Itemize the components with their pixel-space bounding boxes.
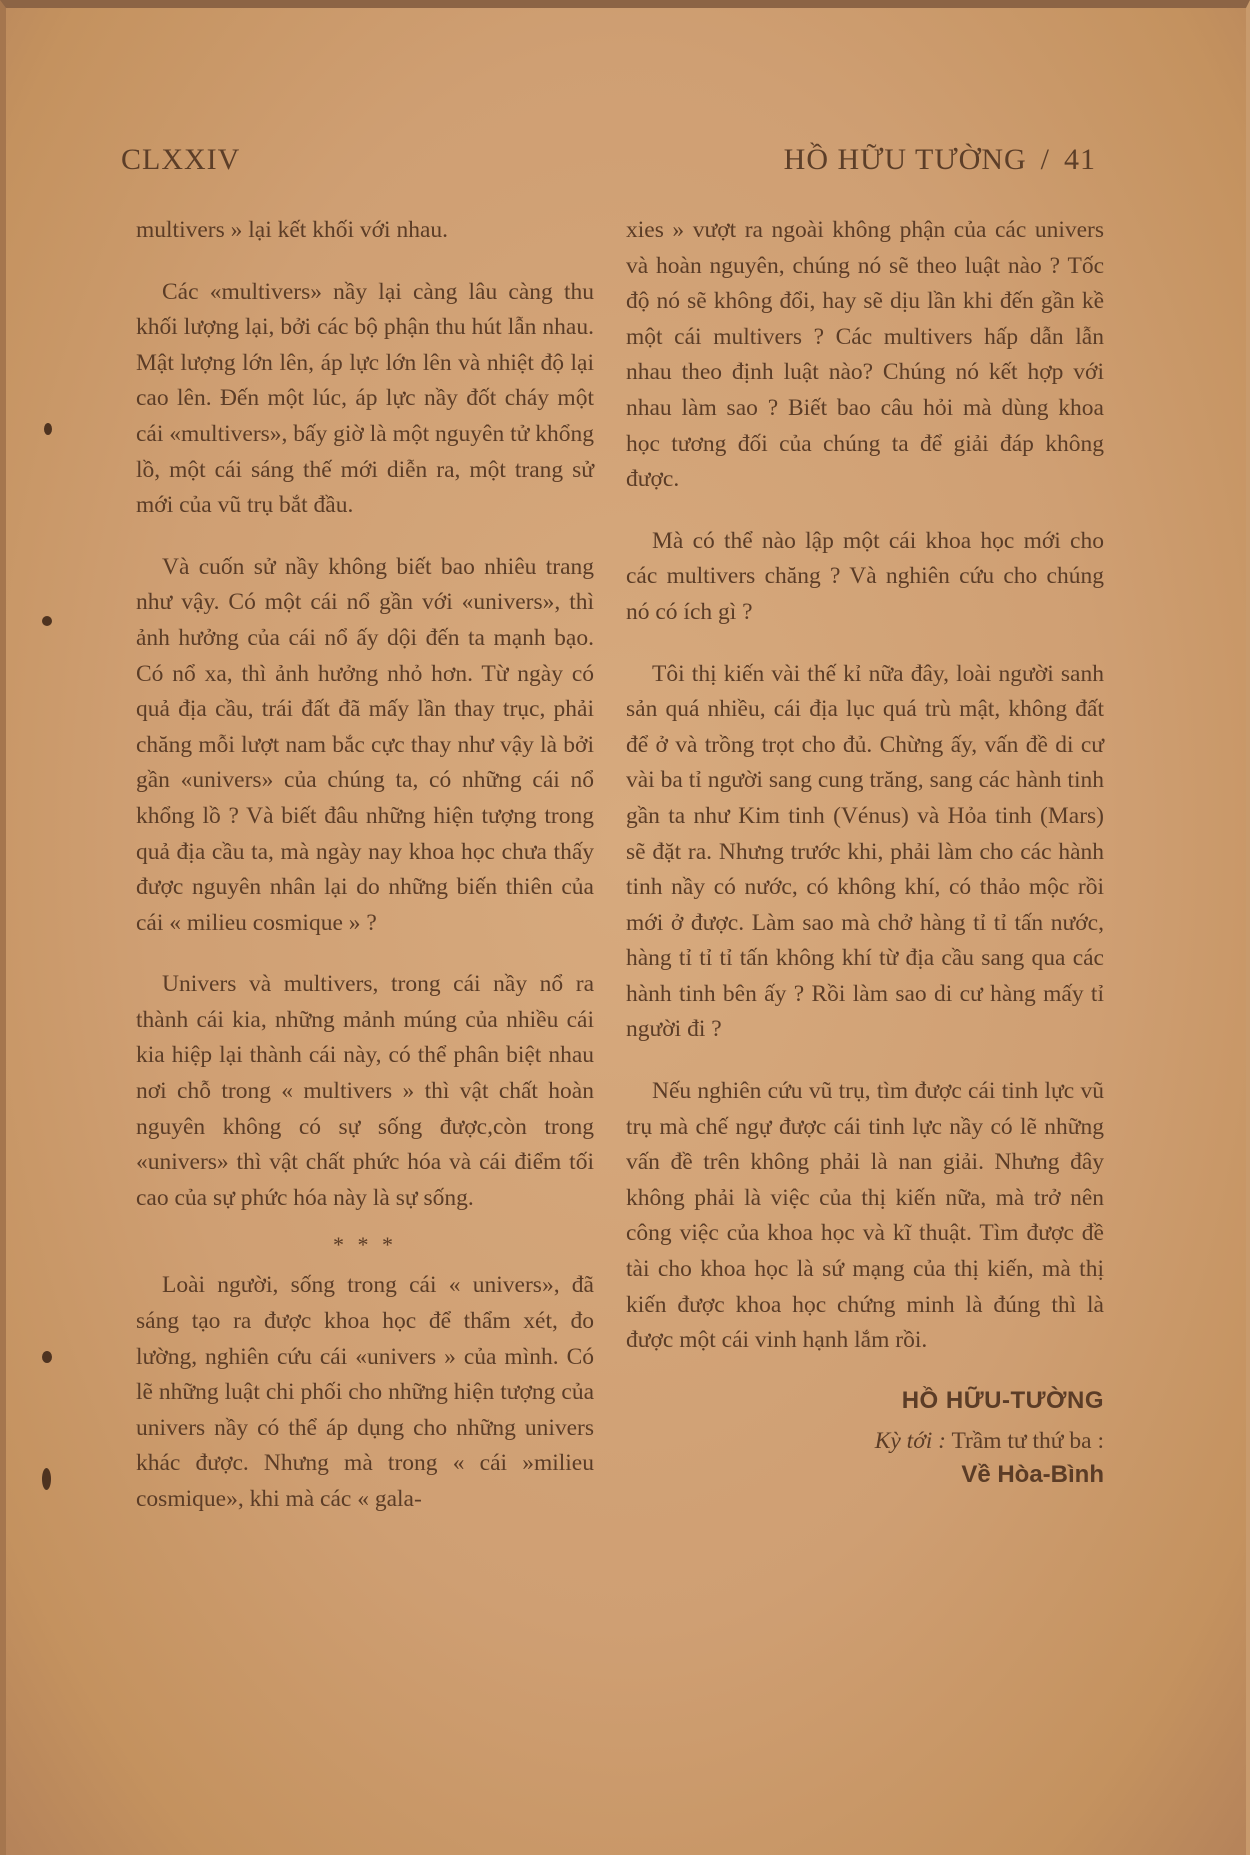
paragraph: Nếu nghiên cứu vũ trụ, tìm được cái tinh lực vũ trụ mà chế ngự được cái tinh lực nầy có lẽ những vấn đề trên không phải là nan giải. Nhưng đây không phải là việc của thị kiến nữa, mà trở nên công việc của khoa học và kĩ thuật. Tìm được đề tài cho khoa học là sứ mạng của thị kiến, mà thị kiến được khoa học chứng minh là đúng thì là được một cái vinh hạnh lắm rồi. [626,1078,1104,1354]
paragraph: Loài người, sống trong cái « univers», đã sáng tạo ra được khoa học để thẩm xét, đo lường, nghiên cứu cái «univers » của mình. Có lẽ những luật chi phối cho những hiện tượng của univers nầy có thể áp dụng cho những univers khác được. Nhưng mà trong « cái »milieu cosmique», khi mà các « gala- [136,1272,594,1512]
next-issue-label: Kỳ tới : [874,1428,946,1455]
paragraph: Và cuốn sử nầy không biết bao nhiêu trang như vậy. Có một cái nổ gần với «univers», thì ảnh hưởng của cái nổ ấy dội đến ta mạnh bạo. Có nổ xa, thì ảnh hưởng nhỏ hơn. Từ ngày có quả địa cầu, trái đất đã mấy lần thay trục, phải chăng mỗi lượt nam bắc cực thay như vậy là bởi gần «univers» của chúng ta, có những cái nổ khổng lồ ? Và biết đâu những hiện tượng trong quả địa cầu ta, mà ngày nay khoa học chưa thấy được nguyên nhân lại do những biến thiên của cái « milieu cosmique » ? [136,553,594,936]
next-issue-note [626,1424,1104,1492]
section-separator: * * * [333,1232,397,1258]
author-signature: HỒ HỮU-TƯỜNG [901,1386,1104,1414]
page-header [121,143,1096,187]
paragraph: Các «multivers» nầy lại càng lâu càng thu khối lượng lại, bởi các bộ phận thu hút lẫn nhau. Mật lượng lớn lên, áp lực lớn lên và nhiệt độ lại cao lên. Đến một lúc, áp lực nầy đốt cháy một cái «multivers», bấy giờ là một nguyên tử khổng lồ, một cái sáng thế mới diễn ra, một trang sử mới của vũ trụ bắt đầu. [136,278,594,519]
paper-speck [44,423,52,435]
next-issue-title: Về Hòa-Bình [961,1461,1104,1489]
left-column [136,213,594,1544]
header-separator: / [1040,143,1050,176]
running-title: HỒ HỮU TƯỜNG [783,143,1027,176]
paragraph: xies » vượt ra ngoài không phận của các univers và hoàn nguyên, chúng nó sẽ theo luật nào ? Tốc độ nó sẽ không đổi, hay sẽ dịu lần khi đến gần kề một cái multivers ? Các multivers hấp dẫn lẫn nhau theo định luật nào? Chúng nó kết hợp với nhau làm sao ? Biết bao câu hỏi mà dùng khoa học tương đối của chúng ta để giải đáp không được. [626,217,1104,493]
issue-number: CLXXIV [121,143,241,176]
paragraph: multivers » lại kết khối với nhau. [136,217,449,243]
page-number: 41 [1064,143,1096,176]
paragraph: Univers và multivers, trong cái nầy nổ ra thành cái kia, những mảnh múng của nhiều cái kia hiệp lại thành cái này, có thể phân biệt nhau nơi chỗ trong « multivers » thì vật chất hoàn nguyên không có sự sống được,còn trong «univers» thì vật chất phức hóa và cái điểm tối cao của sự phức hóa này là sự sống. [136,971,594,1211]
paragraph: Mà có thể nào lập một cái khoa học mới cho các multivers chăng ? Và nghiên cứu cho chúng nó có ích gì ? [626,527,1104,625]
paper-speck [42,1351,52,1363]
running-head [784,143,1096,177]
right-column [626,213,1104,1492]
next-issue-text: Trầm tư thứ ba : [951,1428,1104,1455]
paper-speck [42,1468,51,1490]
paper-speck [42,616,52,626]
paragraph: Tôi thị kiến vài thế kỉ nữa đây, loài người sanh sản quá nhiều, cái địa lục quá trù mật, không đất để ở và trồng trọt cho đủ. Chừng ấy, vấn đề di cư vài ba tỉ người sang cung trăng, sang các hành tinh gần ta như Kim tinh (Vénus) và Hỏa tinh (Mars) sẽ đặt ra. Nhưng trước khi, phải làm cho các hành tinh nầy có nước, có không khí, có thảo mộc rồi mới ở được. Làm sao mà chở hàng tỉ tỉ tấn nước, hàng tỉ tỉ tỉ tấn không khí từ địa cầu sang qua các hành tinh bên ấy ? Rồi làm sao di cư hàng mấy tỉ người đi ? [626,660,1104,1043]
